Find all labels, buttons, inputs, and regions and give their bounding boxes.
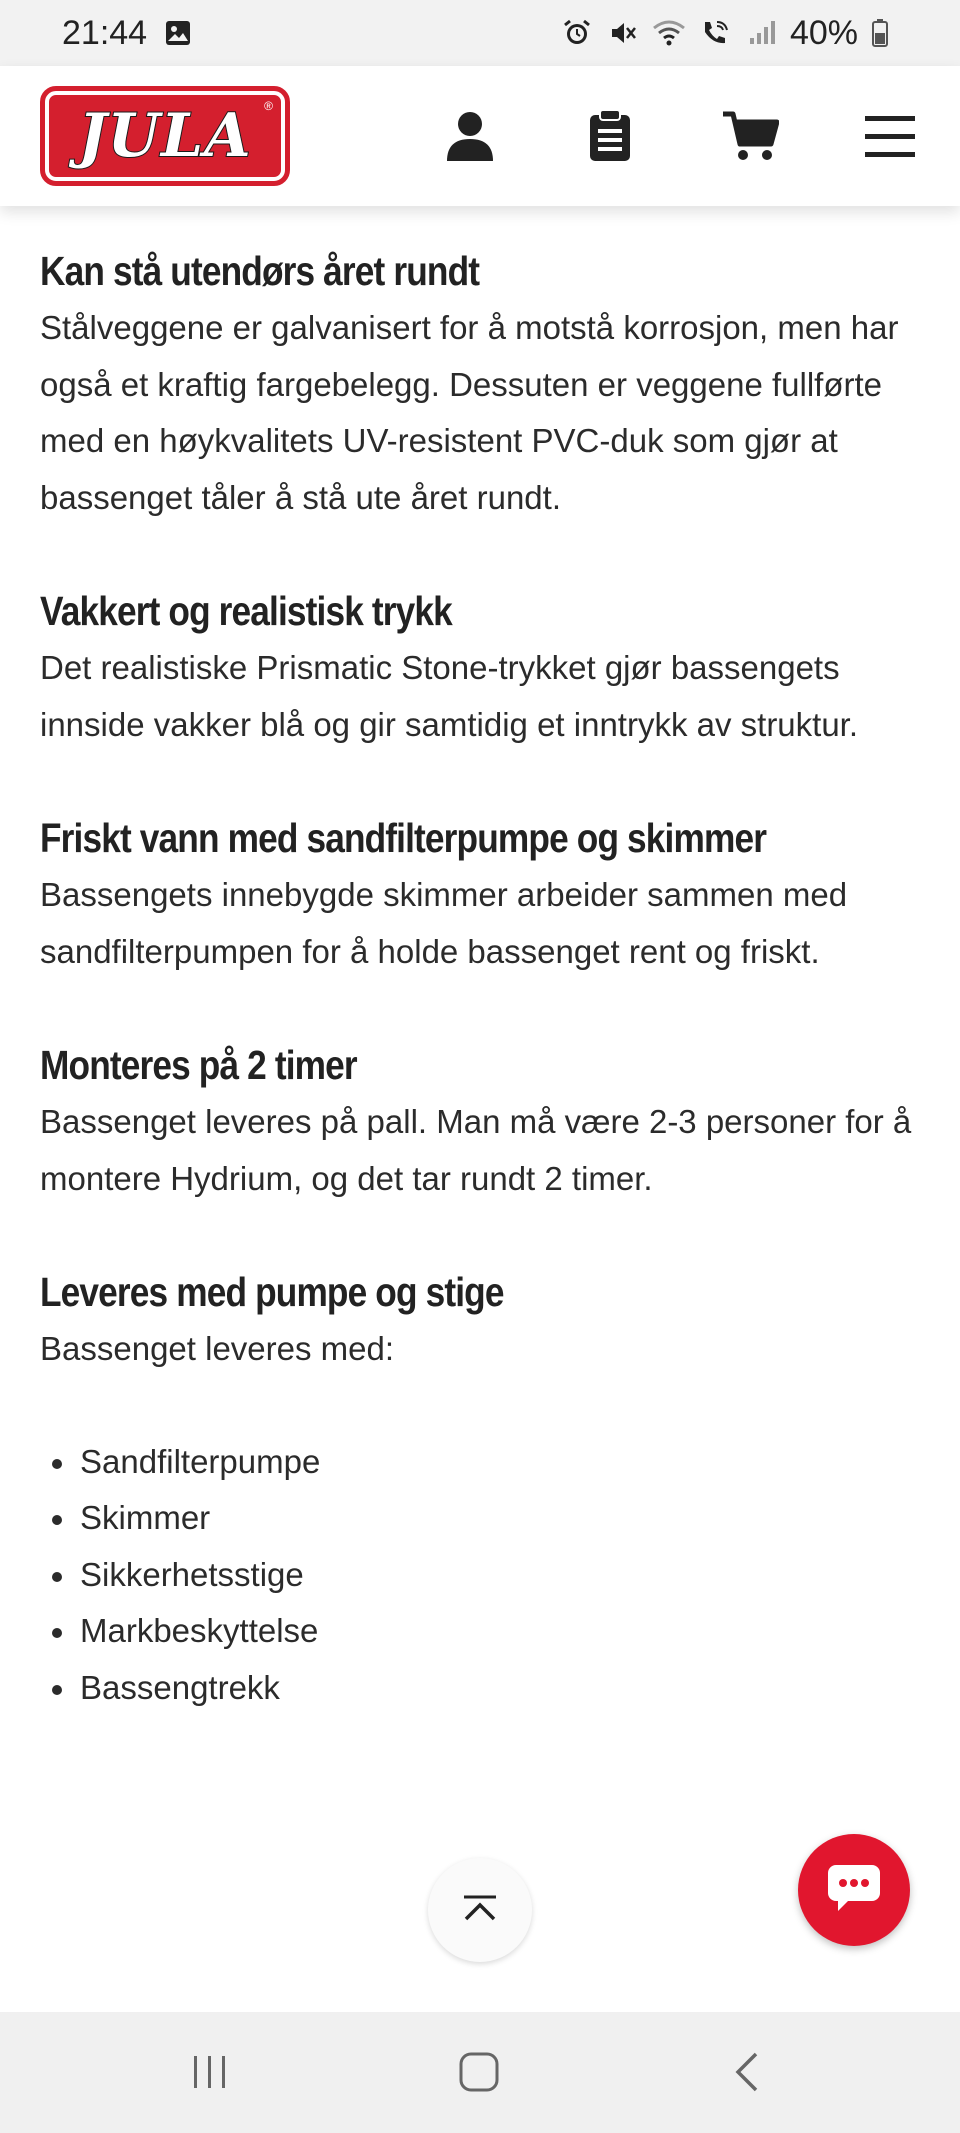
section-heading: Vakkert og realistisk trykk [40,588,452,634]
logo-frame [45,91,285,181]
delivery-list [40,1434,920,1717]
battery-percent: 40% [789,13,858,52]
section-body: Stålveggene er galvanisert for å motstå korrosjon, men har også et kraftig fargebelegg. Dessuten er veggene fullførte med en høykvalitets UV-resistent PVC-duk som gjør at bassenget tåler å stå ute året rundt. [40,309,899,516]
system-nav-bar [0,2012,960,2133]
list-item: Sandfilterpumpe [80,1434,920,1491]
status-bar [0,0,960,66]
section-body: Bassenget leveres med: [40,1330,395,1367]
scroll-to-top-button[interactable] [428,1858,532,1962]
list-item: Skimmer [80,1490,920,1547]
list-item: Markbeskyttelse [80,1603,920,1660]
section-heading: Kan stå utendørs året rundt [40,248,480,294]
section-body: Bassengets innebygde skimmer arbeider sammen med sandfilterpumpen for å holde bassenget rent og friskt. [40,876,848,970]
account-icon[interactable] [438,104,502,168]
menu-icon[interactable] [858,104,922,168]
section-heading: Friskt vann med sandfilterpumpe og skimmer [40,815,767,861]
product-description [40,206,920,1716]
cart-icon[interactable] [718,104,782,168]
section-delivery [40,1263,920,1716]
logo-registered-mark: ® [264,99,273,113]
status-left [62,0,195,66]
back-icon[interactable] [718,2042,778,2102]
site-header [0,66,960,206]
section-body: Bassenget leveres på pall. Man må være 2-3 personer for å montere Hydrium, og det tar rundt 2 timer. [40,1103,912,1197]
status-time: 21:44 [62,13,148,52]
section-heading: Leveres med pumpe og stige [40,1269,504,1315]
alarm-icon [560,16,594,50]
status-right [560,0,890,66]
signal-icon [744,16,778,50]
jula-logo[interactable] [40,86,290,186]
wifi-calling-icon [698,16,732,50]
section-heading: Monteres på 2 timer [40,1042,357,1088]
logo-text: JULA [78,101,252,171]
wifi-icon [652,16,686,50]
section-outdoor [40,242,920,526]
chevron-up-bar-icon [460,1893,500,1928]
clipboard-icon[interactable] [578,104,642,168]
mute-icon [606,16,640,50]
list-item: Bassengtrekk [80,1660,920,1717]
recent-apps-icon[interactable] [180,2042,240,2102]
list-item: Sikkerhetsstige [80,1547,920,1604]
section-body: Det realistiske Prismatic Stone-trykket gjør bassengets innside vakker blå og gir samtidig et inntrykk av struktur. [40,649,859,743]
section-assembly [40,1036,920,1207]
chat-button[interactable] [798,1834,910,1946]
section-print [40,582,920,753]
section-fresh-water [40,809,920,980]
image-icon [161,16,195,50]
home-icon[interactable] [449,2042,509,2102]
battery-icon [870,16,890,50]
chat-bubble-icon [826,1863,882,1918]
